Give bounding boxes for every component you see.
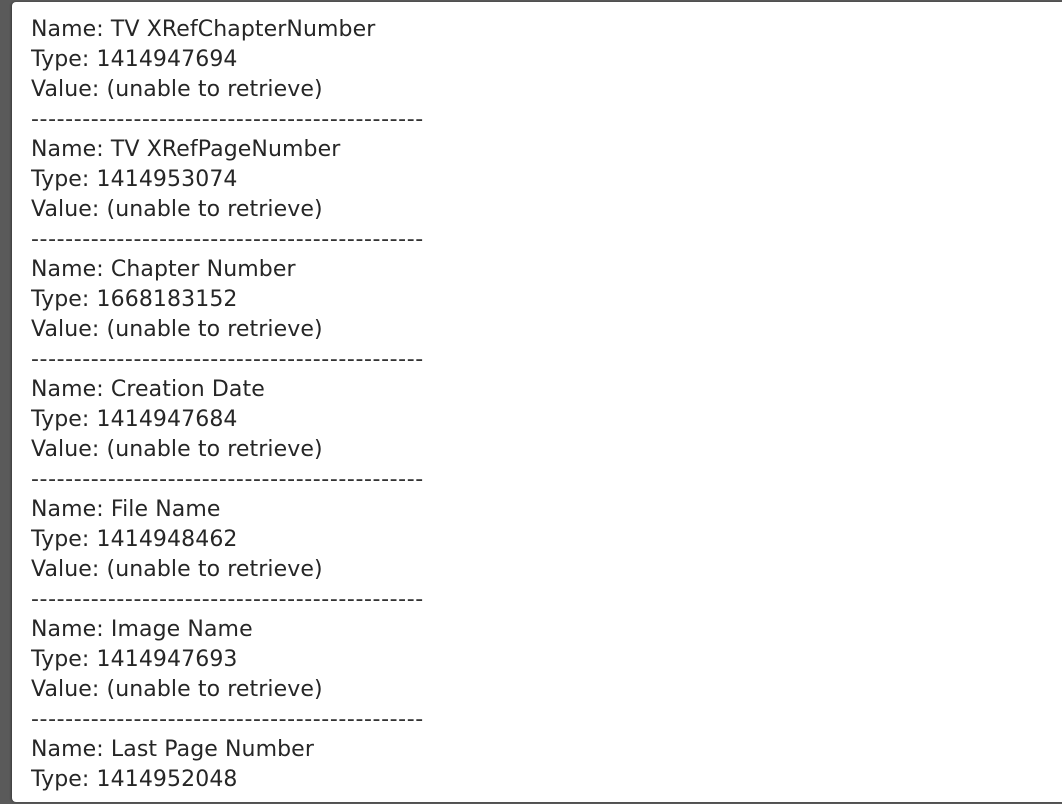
divider-line: ----------------------------------------------: [31, 587, 424, 612]
entry-name: Name: Chapter Number: [31, 257, 296, 282]
entry-type: Type: 1414947684: [31, 407, 238, 432]
entry-type: Type: 1414947693: [31, 647, 238, 672]
entry-type: Type: 1414948462: [31, 527, 238, 552]
entry-name: Name: Last Page Number: [31, 737, 314, 762]
entry-value: Value: (unable to retrieve): [31, 677, 323, 702]
output-text-area[interactable]: [31, 15, 1062, 802]
entry-value: Value: (unable to retrieve): [31, 437, 323, 462]
entry-type: Type: 1414952048: [31, 767, 238, 792]
entry: [31, 135, 1062, 225]
entry: [31, 495, 1062, 585]
entry-value: Value: (unable to retrieve): [31, 557, 323, 582]
entry-type: Type: 1414947694: [31, 47, 238, 72]
entry-name: Name: Image Name: [31, 617, 253, 642]
entry-value: Value: (unable to retrieve): [31, 197, 323, 222]
entry-name: Name: Creation Date: [31, 377, 265, 402]
entry: [31, 255, 1062, 345]
entry-value: Value: (unable to retrieve): [31, 317, 323, 342]
divider-line: ----------------------------------------------: [31, 227, 424, 252]
entry-name: Name: TV XRefChapterNumber: [31, 17, 376, 42]
output-window: [12, 2, 1062, 802]
divider-line: ----------------------------------------------: [31, 467, 424, 492]
entry-name: Name: File Name: [31, 497, 221, 522]
entry-type: Type: 1414953074: [31, 167, 238, 192]
divider-line: ----------------------------------------------: [31, 347, 424, 372]
entry: [31, 375, 1062, 465]
entry-type: Type: 1668183152: [31, 287, 238, 312]
entry-name: Name: TV XRefPageNumber: [31, 137, 341, 162]
divider-line: ----------------------------------------------: [31, 707, 424, 732]
entry: [31, 735, 1062, 795]
entry-value: Value: (unable to retrieve): [31, 77, 323, 102]
divider-line: ----------------------------------------------: [31, 107, 424, 132]
entry: [31, 15, 1062, 105]
entry: [31, 615, 1062, 705]
